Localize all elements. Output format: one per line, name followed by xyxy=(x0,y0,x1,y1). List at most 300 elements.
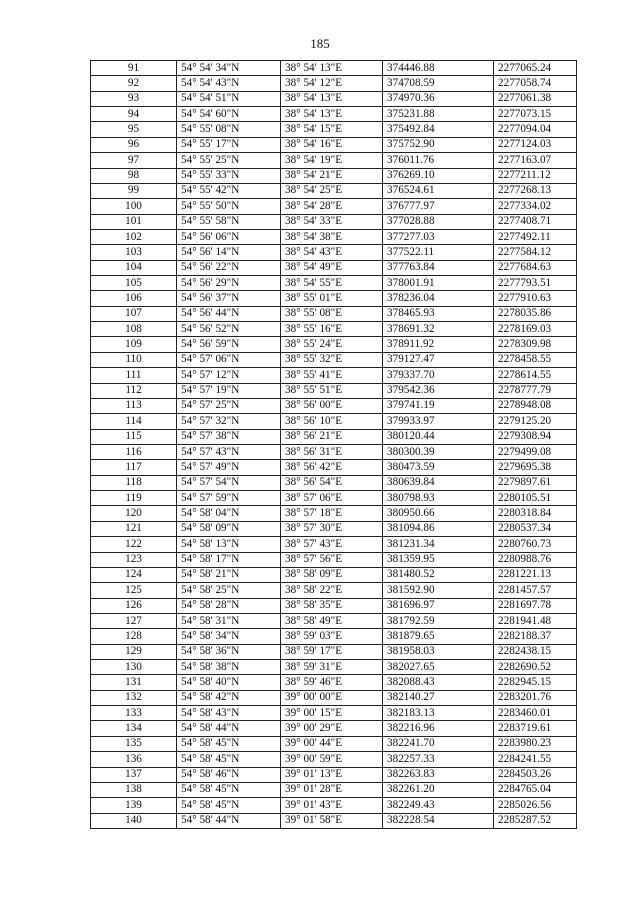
longitude-cell: 38° 54' 33"E xyxy=(281,214,383,229)
longitude-cell: 38° 55' 32"E xyxy=(281,352,383,367)
longitude-cell: 38° 56' 21"E xyxy=(281,429,383,444)
y-coordinate-cell: 2280760.73 xyxy=(494,537,577,552)
longitude-cell: 38° 56' 54"E xyxy=(281,475,383,490)
latitude-cell: 54° 56' 59"N xyxy=(177,337,281,352)
x-coordinate-cell: 382241.70 xyxy=(383,736,494,751)
latitude-cell: 54° 58' 45"N xyxy=(177,782,281,797)
y-coordinate-cell: 2278458.55 xyxy=(494,352,577,367)
x-coordinate-cell: 381592.90 xyxy=(383,583,494,598)
longitude-cell: 38° 57' 30"E xyxy=(281,521,383,536)
point-number-cell: 123 xyxy=(91,552,177,567)
table-row xyxy=(91,598,577,613)
latitude-cell: 54° 55' 42"N xyxy=(177,183,281,198)
x-coordinate-cell: 380639.84 xyxy=(383,475,494,490)
y-coordinate-cell: 2277058.74 xyxy=(494,76,577,91)
y-coordinate-cell: 2279308.94 xyxy=(494,429,577,444)
x-coordinate-cell: 378465.93 xyxy=(383,306,494,321)
point-number-cell: 118 xyxy=(91,475,177,490)
x-coordinate-cell: 376777.97 xyxy=(383,199,494,214)
x-coordinate-cell: 382249.43 xyxy=(383,798,494,813)
y-coordinate-cell: 2280318.84 xyxy=(494,506,577,521)
latitude-cell: 54° 58' 43"N xyxy=(177,706,281,721)
y-coordinate-cell: 2277584.12 xyxy=(494,245,577,260)
longitude-cell: 38° 54' 25"E xyxy=(281,183,383,198)
table-row xyxy=(91,414,577,429)
x-coordinate-cell: 378911.92 xyxy=(383,337,494,352)
table-row xyxy=(91,644,577,659)
x-coordinate-cell: 381231.34 xyxy=(383,537,494,552)
coordinates-table-body xyxy=(91,61,577,829)
y-coordinate-cell: 2278169.03 xyxy=(494,322,577,337)
latitude-cell: 54° 58' 21"N xyxy=(177,567,281,582)
longitude-cell: 38° 57' 43"E xyxy=(281,537,383,552)
point-number-cell: 117 xyxy=(91,460,177,475)
y-coordinate-cell: 2277408.71 xyxy=(494,214,577,229)
y-coordinate-cell: 2277163.07 xyxy=(494,153,577,168)
y-coordinate-cell: 2277065.24 xyxy=(494,61,577,76)
x-coordinate-cell: 376011.76 xyxy=(383,153,494,168)
y-coordinate-cell: 2284241.55 xyxy=(494,752,577,767)
table-row xyxy=(91,306,577,321)
latitude-cell: 54° 58' 31"N xyxy=(177,613,281,628)
x-coordinate-cell: 382183.13 xyxy=(383,706,494,721)
y-coordinate-cell: 2280537.34 xyxy=(494,521,577,536)
y-coordinate-cell: 2283719.61 xyxy=(494,721,577,736)
latitude-cell: 54° 57' 32"N xyxy=(177,414,281,429)
x-coordinate-cell: 381480.52 xyxy=(383,567,494,582)
table-row xyxy=(91,322,577,337)
y-coordinate-cell: 2278035.86 xyxy=(494,306,577,321)
x-coordinate-cell: 378001.91 xyxy=(383,276,494,291)
table-row xyxy=(91,798,577,813)
point-number-cell: 102 xyxy=(91,229,177,244)
table-row xyxy=(91,429,577,444)
table-row xyxy=(91,736,577,751)
latitude-cell: 54° 56' 06"N xyxy=(177,229,281,244)
x-coordinate-cell: 377522.11 xyxy=(383,245,494,260)
point-number-cell: 101 xyxy=(91,214,177,229)
table-row xyxy=(91,337,577,352)
longitude-cell: 38° 55' 51"E xyxy=(281,383,383,398)
table-row xyxy=(91,245,577,260)
table-row xyxy=(91,475,577,490)
point-number-cell: 132 xyxy=(91,690,177,705)
x-coordinate-cell: 380473.59 xyxy=(383,460,494,475)
latitude-cell: 54° 57' 49"N xyxy=(177,460,281,475)
point-number-cell: 129 xyxy=(91,644,177,659)
y-coordinate-cell: 2282188.37 xyxy=(494,629,577,644)
latitude-cell: 54° 57' 54"N xyxy=(177,475,281,490)
point-number-cell: 92 xyxy=(91,76,177,91)
point-number-cell: 115 xyxy=(91,429,177,444)
y-coordinate-cell: 2277211.12 xyxy=(494,168,577,183)
latitude-cell: 54° 56' 52"N xyxy=(177,322,281,337)
x-coordinate-cell: 380798.93 xyxy=(383,491,494,506)
longitude-cell: 38° 55' 24"E xyxy=(281,337,383,352)
latitude-cell: 54° 58' 25"N xyxy=(177,583,281,598)
y-coordinate-cell: 2277492.11 xyxy=(494,229,577,244)
latitude-cell: 54° 58' 38"N xyxy=(177,660,281,675)
latitude-cell: 54° 55' 17"N xyxy=(177,137,281,152)
longitude-cell: 38° 56' 10"E xyxy=(281,414,383,429)
latitude-cell: 54° 58' 28"N xyxy=(177,598,281,613)
longitude-cell: 38° 56' 31"E xyxy=(281,444,383,459)
latitude-cell: 54° 58' 13"N xyxy=(177,537,281,552)
point-number-cell: 103 xyxy=(91,245,177,260)
latitude-cell: 54° 58' 44"N xyxy=(177,721,281,736)
y-coordinate-cell: 2284765.04 xyxy=(494,782,577,797)
table-row xyxy=(91,352,577,367)
longitude-cell: 38° 55' 01"E xyxy=(281,291,383,306)
x-coordinate-cell: 376269.10 xyxy=(383,168,494,183)
table-row xyxy=(91,583,577,598)
point-number-cell: 130 xyxy=(91,660,177,675)
point-number-cell: 124 xyxy=(91,567,177,582)
longitude-cell: 38° 59' 31"E xyxy=(281,660,383,675)
x-coordinate-cell: 381792.59 xyxy=(383,613,494,628)
x-coordinate-cell: 375492.84 xyxy=(383,122,494,137)
y-coordinate-cell: 2278309.98 xyxy=(494,337,577,352)
y-coordinate-cell: 2283201.76 xyxy=(494,690,577,705)
y-coordinate-cell: 2280105.51 xyxy=(494,491,577,506)
table-row xyxy=(91,706,577,721)
table-row xyxy=(91,91,577,106)
latitude-cell: 54° 58' 45"N xyxy=(177,736,281,751)
x-coordinate-cell: 382216.96 xyxy=(383,721,494,736)
table-row xyxy=(91,506,577,521)
point-number-cell: 111 xyxy=(91,368,177,383)
table-row xyxy=(91,214,577,229)
table-row xyxy=(91,183,577,198)
y-coordinate-cell: 2277684.63 xyxy=(494,260,577,275)
longitude-cell: 39° 00' 44"E xyxy=(281,736,383,751)
point-number-cell: 106 xyxy=(91,291,177,306)
y-coordinate-cell: 2283460.01 xyxy=(494,706,577,721)
point-number-cell: 96 xyxy=(91,137,177,152)
longitude-cell: 38° 59' 17"E xyxy=(281,644,383,659)
latitude-cell: 54° 56' 14"N xyxy=(177,245,281,260)
latitude-cell: 54° 58' 34"N xyxy=(177,629,281,644)
y-coordinate-cell: 2277268.13 xyxy=(494,183,577,198)
table-row xyxy=(91,76,577,91)
longitude-cell: 38° 57' 56"E xyxy=(281,552,383,567)
x-coordinate-cell: 379542.36 xyxy=(383,383,494,398)
longitude-cell: 38° 54' 43"E xyxy=(281,245,383,260)
x-coordinate-cell: 377028.88 xyxy=(383,214,494,229)
table-row xyxy=(91,613,577,628)
y-coordinate-cell: 2279897.61 xyxy=(494,475,577,490)
x-coordinate-cell: 380950.66 xyxy=(383,506,494,521)
point-number-cell: 134 xyxy=(91,721,177,736)
table-row xyxy=(91,153,577,168)
longitude-cell: 38° 58' 35"E xyxy=(281,598,383,613)
x-coordinate-cell: 378691.32 xyxy=(383,322,494,337)
point-number-cell: 122 xyxy=(91,537,177,552)
table-row xyxy=(91,383,577,398)
point-number-cell: 110 xyxy=(91,352,177,367)
table-row xyxy=(91,721,577,736)
latitude-cell: 54° 58' 40"N xyxy=(177,675,281,690)
y-coordinate-cell: 2278948.08 xyxy=(494,398,577,413)
x-coordinate-cell: 376524.61 xyxy=(383,183,494,198)
x-coordinate-cell: 381094.86 xyxy=(383,521,494,536)
latitude-cell: 54° 58' 46"N xyxy=(177,767,281,782)
latitude-cell: 54° 58' 44"N xyxy=(177,813,281,828)
point-number-cell: 138 xyxy=(91,782,177,797)
longitude-cell: 38° 54' 49"E xyxy=(281,260,383,275)
y-coordinate-cell: 2277910.63 xyxy=(494,291,577,306)
longitude-cell: 38° 54' 21"E xyxy=(281,168,383,183)
x-coordinate-cell: 381359.95 xyxy=(383,552,494,567)
y-coordinate-cell: 2277061.38 xyxy=(494,91,577,106)
longitude-cell: 38° 54' 12"E xyxy=(281,76,383,91)
latitude-cell: 54° 58' 04"N xyxy=(177,506,281,521)
y-coordinate-cell: 2277124.03 xyxy=(494,137,577,152)
table-row xyxy=(91,537,577,552)
point-number-cell: 140 xyxy=(91,813,177,828)
table-row xyxy=(91,767,577,782)
latitude-cell: 54° 54' 51"N xyxy=(177,91,281,106)
point-number-cell: 137 xyxy=(91,767,177,782)
y-coordinate-cell: 2284503.26 xyxy=(494,767,577,782)
y-coordinate-cell: 2281221.13 xyxy=(494,567,577,582)
coordinates-table xyxy=(90,60,577,829)
latitude-cell: 54° 55' 08"N xyxy=(177,122,281,137)
x-coordinate-cell: 379741.19 xyxy=(383,398,494,413)
longitude-cell: 39° 01' 28"E xyxy=(281,782,383,797)
longitude-cell: 38° 58' 49"E xyxy=(281,613,383,628)
longitude-cell: 39° 00' 15"E xyxy=(281,706,383,721)
latitude-cell: 54° 54' 34"N xyxy=(177,61,281,76)
y-coordinate-cell: 2277334.02 xyxy=(494,199,577,214)
point-number-cell: 95 xyxy=(91,122,177,137)
y-coordinate-cell: 2279499.08 xyxy=(494,444,577,459)
y-coordinate-cell: 2279125.20 xyxy=(494,414,577,429)
longitude-cell: 38° 55' 41"E xyxy=(281,368,383,383)
table-row xyxy=(91,122,577,137)
latitude-cell: 54° 57' 12"N xyxy=(177,368,281,383)
point-number-cell: 104 xyxy=(91,260,177,275)
point-number-cell: 97 xyxy=(91,153,177,168)
longitude-cell: 38° 57' 06"E xyxy=(281,491,383,506)
longitude-cell: 38° 58' 09"E xyxy=(281,567,383,582)
y-coordinate-cell: 2281457.57 xyxy=(494,583,577,598)
point-number-cell: 91 xyxy=(91,61,177,76)
table-row xyxy=(91,260,577,275)
longitude-cell: 38° 54' 28"E xyxy=(281,199,383,214)
longitude-cell: 38° 54' 38"E xyxy=(281,229,383,244)
latitude-cell: 54° 57' 25"N xyxy=(177,398,281,413)
table-row xyxy=(91,460,577,475)
x-coordinate-cell: 380120.44 xyxy=(383,429,494,444)
table-row xyxy=(91,398,577,413)
latitude-cell: 54° 55' 50"N xyxy=(177,199,281,214)
y-coordinate-cell: 2285026.56 xyxy=(494,798,577,813)
table-row xyxy=(91,629,577,644)
latitude-cell: 54° 54' 43"N xyxy=(177,76,281,91)
y-coordinate-cell: 2278777.79 xyxy=(494,383,577,398)
point-number-cell: 135 xyxy=(91,736,177,751)
x-coordinate-cell: 382140.27 xyxy=(383,690,494,705)
longitude-cell: 38° 54' 16"E xyxy=(281,137,383,152)
longitude-cell: 38° 59' 46"E xyxy=(281,675,383,690)
x-coordinate-cell: 382261.20 xyxy=(383,782,494,797)
table-row xyxy=(91,675,577,690)
point-number-cell: 131 xyxy=(91,675,177,690)
x-coordinate-cell: 374708.59 xyxy=(383,76,494,91)
x-coordinate-cell: 379337.70 xyxy=(383,368,494,383)
latitude-cell: 54° 58' 36"N xyxy=(177,644,281,659)
x-coordinate-cell: 381696.97 xyxy=(383,598,494,613)
x-coordinate-cell: 379933.97 xyxy=(383,414,494,429)
x-coordinate-cell: 382257.33 xyxy=(383,752,494,767)
latitude-cell: 54° 58' 45"N xyxy=(177,752,281,767)
table-row xyxy=(91,444,577,459)
table-row xyxy=(91,782,577,797)
x-coordinate-cell: 379127.47 xyxy=(383,352,494,367)
point-number-cell: 113 xyxy=(91,398,177,413)
table-row xyxy=(91,107,577,122)
longitude-cell: 38° 56' 00"E xyxy=(281,398,383,413)
longitude-cell: 38° 57' 18"E xyxy=(281,506,383,521)
point-number-cell: 120 xyxy=(91,506,177,521)
latitude-cell: 54° 58' 42"N xyxy=(177,690,281,705)
table-row xyxy=(91,491,577,506)
point-number-cell: 94 xyxy=(91,107,177,122)
point-number-cell: 116 xyxy=(91,444,177,459)
point-number-cell: 125 xyxy=(91,583,177,598)
latitude-cell: 54° 55' 25"N xyxy=(177,153,281,168)
table-row xyxy=(91,521,577,536)
longitude-cell: 39° 01' 13"E xyxy=(281,767,383,782)
y-coordinate-cell: 2282945.15 xyxy=(494,675,577,690)
latitude-cell: 54° 56' 44"N xyxy=(177,306,281,321)
x-coordinate-cell: 375752.90 xyxy=(383,137,494,152)
table-row xyxy=(91,368,577,383)
table-row xyxy=(91,752,577,767)
point-number-cell: 139 xyxy=(91,798,177,813)
x-coordinate-cell: 377763.84 xyxy=(383,260,494,275)
latitude-cell: 54° 54' 60"N xyxy=(177,107,281,122)
longitude-cell: 38° 54' 13"E xyxy=(281,91,383,106)
point-number-cell: 99 xyxy=(91,183,177,198)
x-coordinate-cell: 381958.03 xyxy=(383,644,494,659)
point-number-cell: 109 xyxy=(91,337,177,352)
point-number-cell: 121 xyxy=(91,521,177,536)
longitude-cell: 38° 58' 22"E xyxy=(281,583,383,598)
x-coordinate-cell: 382088.43 xyxy=(383,675,494,690)
longitude-cell: 38° 54' 55"E xyxy=(281,276,383,291)
point-number-cell: 108 xyxy=(91,322,177,337)
x-coordinate-cell: 382027.65 xyxy=(383,660,494,675)
point-number-cell: 93 xyxy=(91,91,177,106)
x-coordinate-cell: 380300.39 xyxy=(383,444,494,459)
longitude-cell: 39° 01' 43"E xyxy=(281,798,383,813)
latitude-cell: 54° 55' 58"N xyxy=(177,214,281,229)
longitude-cell: 38° 54' 15"E xyxy=(281,122,383,137)
x-coordinate-cell: 375231.88 xyxy=(383,107,494,122)
latitude-cell: 54° 57' 59"N xyxy=(177,491,281,506)
latitude-cell: 54° 57' 38"N xyxy=(177,429,281,444)
latitude-cell: 54° 58' 45"N xyxy=(177,798,281,813)
y-coordinate-cell: 2283980.23 xyxy=(494,736,577,751)
point-number-cell: 114 xyxy=(91,414,177,429)
latitude-cell: 54° 58' 17"N xyxy=(177,552,281,567)
longitude-cell: 39° 01' 58"E xyxy=(281,813,383,828)
x-coordinate-cell: 378236.04 xyxy=(383,291,494,306)
x-coordinate-cell: 382263.83 xyxy=(383,767,494,782)
latitude-cell: 54° 56' 37"N xyxy=(177,291,281,306)
y-coordinate-cell: 2277094.04 xyxy=(494,122,577,137)
point-number-cell: 98 xyxy=(91,168,177,183)
table-row xyxy=(91,199,577,214)
longitude-cell: 38° 56' 42"E xyxy=(281,460,383,475)
point-number-cell: 133 xyxy=(91,706,177,721)
longitude-cell: 39° 00' 29"E xyxy=(281,721,383,736)
point-number-cell: 136 xyxy=(91,752,177,767)
x-coordinate-cell: 382228.54 xyxy=(383,813,494,828)
table-row xyxy=(91,137,577,152)
point-number-cell: 100 xyxy=(91,199,177,214)
table-row xyxy=(91,168,577,183)
x-coordinate-cell: 377277.03 xyxy=(383,229,494,244)
y-coordinate-cell: 2277793.51 xyxy=(494,276,577,291)
y-coordinate-cell: 2280988.76 xyxy=(494,552,577,567)
y-coordinate-cell: 2282690.52 xyxy=(494,660,577,675)
table-row xyxy=(91,813,577,828)
longitude-cell: 39° 00' 00"E xyxy=(281,690,383,705)
y-coordinate-cell: 2281697.78 xyxy=(494,598,577,613)
point-number-cell: 128 xyxy=(91,629,177,644)
table-row xyxy=(91,276,577,291)
x-coordinate-cell: 374970.36 xyxy=(383,91,494,106)
x-coordinate-cell: 381879.65 xyxy=(383,629,494,644)
point-number-cell: 105 xyxy=(91,276,177,291)
point-number-cell: 127 xyxy=(91,613,177,628)
longitude-cell: 38° 59' 03"E xyxy=(281,629,383,644)
latitude-cell: 54° 56' 29"N xyxy=(177,276,281,291)
longitude-cell: 38° 54' 13"E xyxy=(281,61,383,76)
table-row xyxy=(91,690,577,705)
y-coordinate-cell: 2285287.52 xyxy=(494,813,577,828)
y-coordinate-cell: 2278614.55 xyxy=(494,368,577,383)
latitude-cell: 54° 57' 19"N xyxy=(177,383,281,398)
latitude-cell: 54° 57' 06"N xyxy=(177,352,281,367)
table-row xyxy=(91,229,577,244)
table-row xyxy=(91,61,577,76)
latitude-cell: 54° 57' 43"N xyxy=(177,444,281,459)
y-coordinate-cell: 2281941.48 xyxy=(494,613,577,628)
x-coordinate-cell: 374446.88 xyxy=(383,61,494,76)
longitude-cell: 38° 55' 16"E xyxy=(281,322,383,337)
table-row xyxy=(91,660,577,675)
latitude-cell: 54° 56' 22"N xyxy=(177,260,281,275)
point-number-cell: 112 xyxy=(91,383,177,398)
table-row xyxy=(91,291,577,306)
longitude-cell: 38° 54' 19"E xyxy=(281,153,383,168)
longitude-cell: 38° 55' 08"E xyxy=(281,306,383,321)
y-coordinate-cell: 2277073.15 xyxy=(494,107,577,122)
longitude-cell: 38° 54' 13"E xyxy=(281,107,383,122)
page-number: 185 xyxy=(310,36,330,51)
latitude-cell: 54° 55' 33"N xyxy=(177,168,281,183)
y-coordinate-cell: 2279695.38 xyxy=(494,460,577,475)
point-number-cell: 107 xyxy=(91,306,177,321)
point-number-cell: 126 xyxy=(91,598,177,613)
table-row xyxy=(91,552,577,567)
point-number-cell: 119 xyxy=(91,491,177,506)
y-coordinate-cell: 2282438.15 xyxy=(494,644,577,659)
